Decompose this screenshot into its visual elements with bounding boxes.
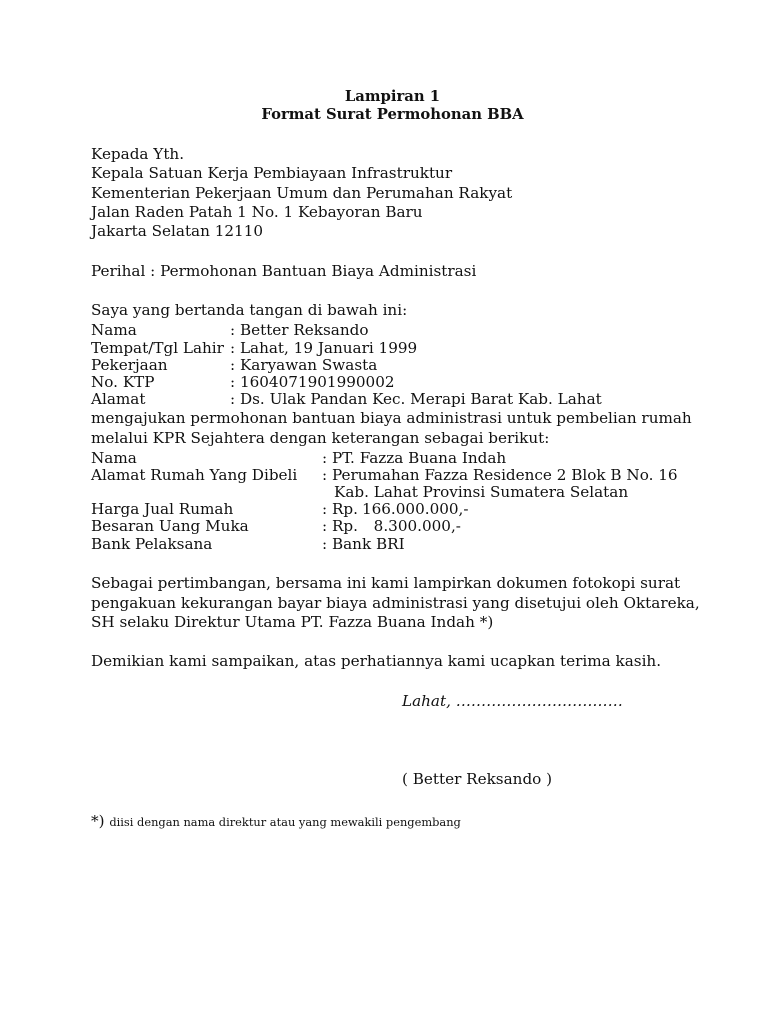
- field-label: Tempat/Tgl Lahir: [91, 339, 224, 357]
- field-value: : Lahat, 19 Januari 1999: [230, 339, 418, 357]
- field-label: Nama: [91, 449, 137, 467]
- consideration-line: Sebagai pertimbangan, bersama ini kami lampirkan dokumen fotokopi surat: [91, 574, 681, 592]
- field-label: Alamat: [91, 390, 146, 408]
- field-label: Alamat Rumah Yang Dibeli: [91, 466, 298, 484]
- field-value: : 1604071901990002: [230, 373, 395, 391]
- field-value: : Better Reksando: [230, 321, 369, 339]
- field-label: Besaran Uang Muka: [91, 517, 249, 535]
- recipient-line: Jalan Raden Patah 1 No. 1 Kebayoran Baru: [91, 203, 423, 221]
- currency-prefix: : Rp.: [322, 500, 358, 518]
- down-payment-amount: 8.300.000,-: [373, 517, 461, 535]
- developer-name: : PT. Fazza Buana Indah: [322, 449, 507, 467]
- place-date: Lahat, ……………………………: [402, 692, 623, 710]
- subject-line: Perihal : Permohonan Bantuan Biaya Administrasi: [91, 262, 477, 280]
- currency-prefix: : Rp.: [322, 517, 358, 535]
- bank-name: : Bank BRI: [322, 535, 405, 553]
- recipient-line: Kepala Satuan Kerja Pembiayaan Infrastruktur: [91, 164, 453, 182]
- letter-format-title: Format Surat Permohonan BBA: [261, 106, 524, 123]
- field-value: : Karyawan Swasta: [230, 356, 378, 374]
- price-amount: 166.000.000,-: [361, 500, 469, 518]
- consideration-line: SH selaku Direktur Utama PT. Fazza Buana Indah *): [91, 613, 494, 631]
- recipient-line: Kepada Yth.: [91, 145, 185, 163]
- request-line: melalui KPR Sejahtera dengan keterangan sebagai berikut:: [91, 429, 550, 447]
- attachment-title: Lampiran 1: [344, 88, 441, 105]
- down-payment: [322, 517, 461, 536]
- field-label: Harga Jual Rumah: [91, 500, 234, 518]
- footnote-mark: *): [91, 812, 105, 830]
- closing-text: Demikian kami sampaikan, atas perhatiannya kami ucapkan terima kasih.: [91, 652, 662, 670]
- request-line: mengajukan permohonan bantuan biaya administrasi untuk pembelian rumah: [91, 409, 692, 427]
- recipient-line: Kementerian Pekerjaan Umum dan Perumahan Rakyat: [91, 184, 513, 202]
- consideration-line: pengakuan kekurangan bayar biaya administrasi yang disetujui oleh Oktareka,: [91, 594, 700, 612]
- field-label: No. KTP: [91, 373, 155, 391]
- footnote-text: diisi dengan nama direktur atau yang mewakili pengembang: [109, 815, 461, 829]
- signature-name: ( Better Reksando ): [402, 770, 553, 788]
- field-label: Pekerjaan: [91, 356, 168, 374]
- field-label: Bank Pelaksana: [91, 535, 213, 553]
- house-address: : Perumahan Fazza Residence 2 Blok B No. 16: [322, 466, 678, 484]
- field-label: Nama: [91, 321, 137, 339]
- intro-text: Saya yang bertanda tangan di bawah ini:: [91, 301, 408, 319]
- footnote: [91, 812, 461, 832]
- house-address-continued: Kab. Lahat Provinsi Sumatera Selatan: [334, 483, 629, 501]
- field-value: : Ds. Ulak Pandan Kec. Merapi Barat Kab. Lahat: [230, 390, 602, 408]
- recipient-line: Jakarta Selatan 12110: [91, 222, 264, 240]
